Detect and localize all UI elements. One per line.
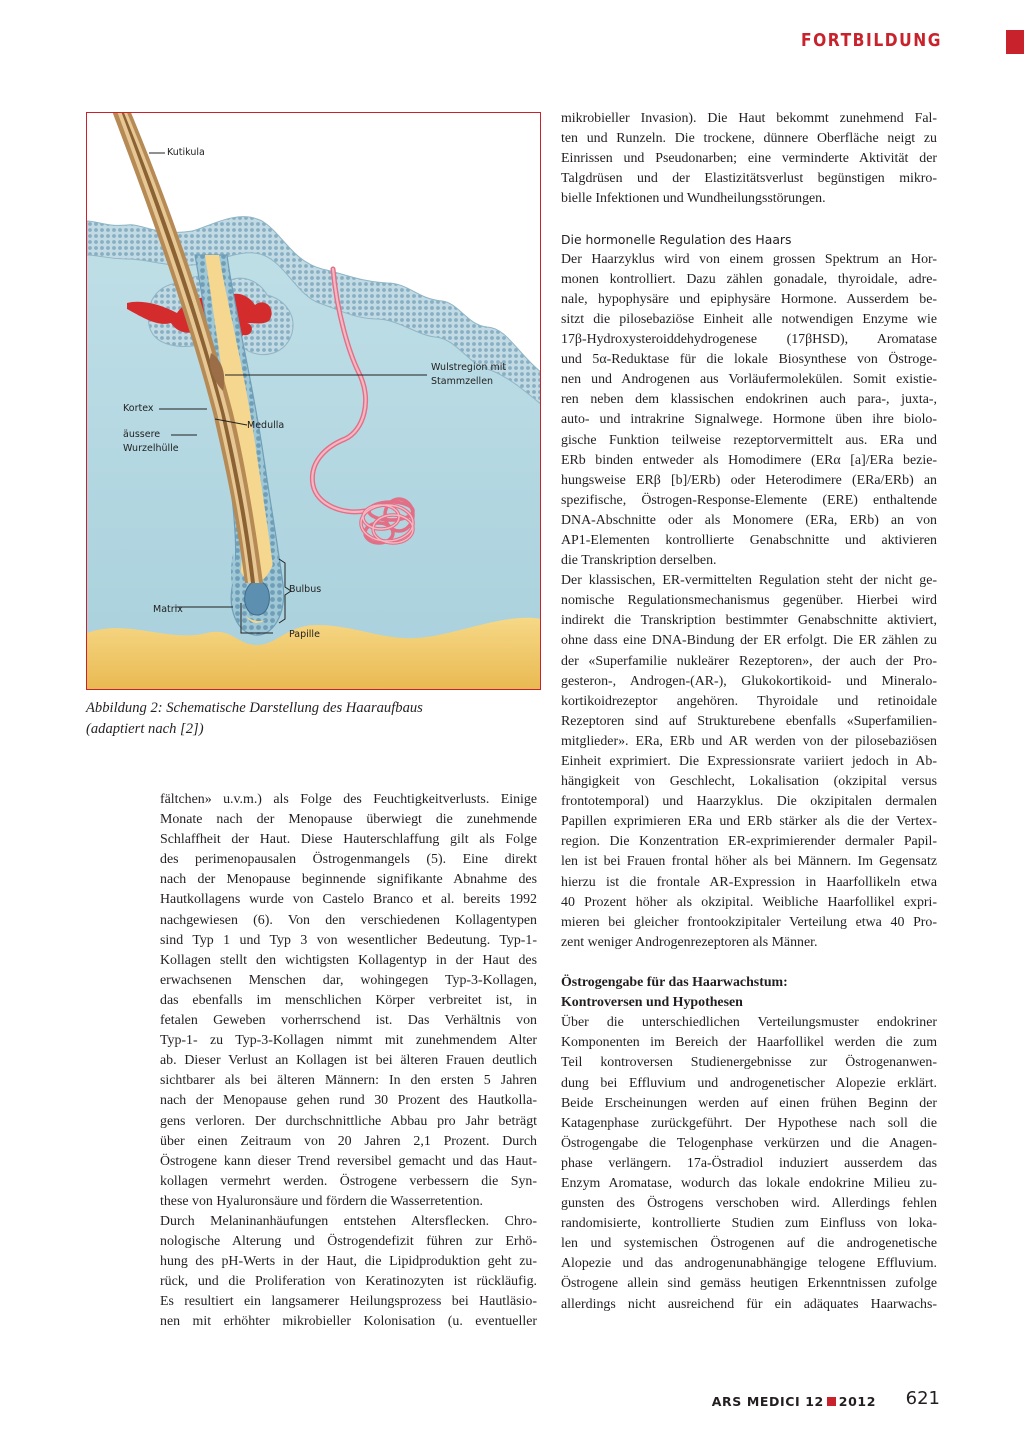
- paragraph-gap: [561, 209, 937, 229]
- text-line: kollagen vermehrt werden. Östrogene verbessern die Syn-: [160, 1173, 537, 1189]
- text-line: kortikoidrezeptor angehören. Thyroidale und retinoidale: [561, 693, 937, 709]
- footer-square: [827, 1397, 836, 1406]
- text-line: Über die unterschiedlichen Verteilungsmuster endokriner: [561, 1015, 937, 1031]
- heading-estrogen-therapy: Östrogengabe für das Haarwachstum:: [561, 975, 788, 991]
- label-medulla: Medulla: [247, 420, 285, 431]
- text-line: dung bei Effluvium und androgenetischer Alopezie erklärt.: [561, 1075, 937, 1091]
- text-line: Teil kontroversen Studienergebnisse zur Östrogenanwen-: [561, 1055, 937, 1071]
- hair-anatomy-figure: [86, 112, 541, 690]
- text-line: fetalen Geweben vorherrschend ist. Das Verhältnis von: [160, 1013, 537, 1029]
- text-line: sind Typ 1 und Typ 3 von wesentlicher Bedeutung. Typ-1-: [160, 932, 537, 948]
- text-line: Alopezie und das androgenunabhängige telogene Effluvium.: [561, 1256, 937, 1272]
- text-line: fältchen» u.v.m.) als Folge des Feuchtigkeitverlusts. Einige: [160, 792, 537, 807]
- text-line: Es resultiert ein langsamerer Heilungsprozess bei Hautläsio-: [160, 1294, 537, 1310]
- text-line: über einen Zeitraum von 20 Jahren 2,1 Prozent. Durch: [160, 1133, 537, 1149]
- text-line: hungsweise ERβ [b]/ERb) oder Heterodimere (ERa/ERb) an: [561, 472, 937, 488]
- text-line: DNA-Abschnitte oder als Monomere (ERa, ERb) an von: [561, 512, 937, 528]
- text-line: hung des pH-Werts in der Haut, die Lipidproduktion geht zu-: [160, 1254, 537, 1270]
- text-line: das ebenfalls im menschlichen Körper verbreitet ist, in: [160, 992, 537, 1008]
- text-line: ren neben dem klassischen endokrinen auch para-, juxta-,: [561, 392, 937, 408]
- text-line: phase verlängern. 17a-Östradiol induziert ausserdem das: [561, 1155, 937, 1171]
- text-line: rück, und die Proliferation von Keratinozyten ist rückläufig.: [160, 1274, 537, 1290]
- text-line: region. Die Konzentration ER-exprimierender dermaler Papil-: [561, 834, 937, 850]
- label-aeussere-wurzelhuelle: [123, 428, 179, 456]
- text-line: nomische Regulationsmechanismus gegenüber. Hierbei wird: [561, 593, 937, 609]
- text-line: Schlaffheit der Haut. Diese Hauterschlaffung gilt als Folge: [160, 832, 537, 848]
- caption-line: (adaptiert nach [2]): [86, 721, 204, 737]
- text-line: Östrogene allein sind gemäss heutigen Erkenntnissen zufolge: [561, 1276, 937, 1292]
- text-line: gunsten des Östrogens verschoben wird. Allerdings fehlen: [561, 1196, 937, 1212]
- left-text-column: [160, 790, 537, 1333]
- text-line: sichtbarer als bei älteren Männern: In den ersten 5 Jahren: [160, 1073, 537, 1089]
- label-wurzel-line2: Wurzelhülle: [123, 443, 179, 454]
- text-line: bielle Infektionen und Wundheilungsstörungen.: [561, 191, 826, 207]
- label-wulstregion-line1: Wulstregion mit: [431, 362, 507, 373]
- text-line: Typ-1- zu Typ-3-Kollagen nimmt mit zunehmendem Alter: [160, 1033, 537, 1049]
- text-line: spezifische, Östrogen-Response-Elemente (ERE) enthaltende: [561, 492, 937, 508]
- label-papille: Papille: [289, 629, 320, 640]
- heading-hormonal-regulation: Die hormonelle Regulation des Haars: [561, 231, 792, 247]
- text-line: frontotemporal) und Haarzyklus. Die okzipitalen dermalen: [561, 794, 937, 810]
- text-line: ohne dass eine DNA-Bindung der ER erfolgt. Die ER zählen zu: [561, 633, 937, 649]
- text-line: len ist bei Frauen frontal höher als bei Männern. Im Gegensatz: [561, 854, 937, 870]
- text-line: monen kontrolliert. Dazu zählen gonadale, thyroidale, adre-: [561, 271, 937, 287]
- text-line: Talgdrüsen und der Elastizitätsverlust begünstigen mikro-: [561, 171, 937, 187]
- text-line: Einrissen und Pseudonarben; eine verminderte Aktivität der: [561, 151, 937, 167]
- text-line: des perimenopausalen Östrogenmangels (5). Eine direkt: [160, 852, 537, 868]
- text-line: Durch Melaninanhäufungen entstehen Altersflecken. Chro-: [160, 1213, 537, 1229]
- text-line: ERb binden entweder als Homodimere (ERα [a]/ERa bezie-: [561, 452, 937, 468]
- text-line: ten und Runzeln. Die trockene, dünnere Oberfläche neigt zu: [561, 131, 937, 147]
- page-number: 621: [905, 1388, 940, 1409]
- text-line: Hautkollagens wurde von Castelo Branco et al. bereits 1992: [160, 892, 537, 908]
- text-line: erwachsenen Menschen dar, wohingegen Typ-3-Kollagen,: [160, 972, 537, 988]
- section-label: FORTBILDUNG: [800, 30, 942, 51]
- paragraph-controversies: [561, 1013, 937, 1314]
- label-bulbus: Bulbus: [289, 584, 322, 595]
- text-line: Kollagen stellt den wichtigsten Kollagentyp in der Haut des: [160, 952, 537, 968]
- text-line: gesteron-, Androgen-(AR-), Glukokortikoid- und Mineralo-: [561, 673, 937, 689]
- text-line: nologische Alterung und Östrogendefizit führen zur Erhö-: [160, 1234, 537, 1250]
- text-line: auto- und intrakrine Signalwege. Hormone üben ihre biolo-: [561, 412, 937, 428]
- text-line: Papillen exprimieren ERa und ERb stärker als die der Vertex-: [561, 814, 937, 830]
- text-line: Östrogene kann dieser Trend reversibel gemacht und das Haut-: [160, 1153, 537, 1169]
- text-line: gische Funktion teilweise rezeptorvermittelt aus. ERa und: [561, 432, 937, 448]
- text-line: allerdings nicht ausreichend für ein adäquates Haarwachs-: [561, 1296, 937, 1312]
- label-wulstregion: [431, 361, 506, 389]
- text-line: Komponenten im Bereich der Haarfollikel werden die zum: [561, 1035, 937, 1051]
- text-line: hierzu ist die frontale AR-Expression in Haarfollikeln etwa: [561, 874, 937, 890]
- label-wulstregion-line2: Stammzellen: [431, 376, 494, 387]
- journal-name: ARS MEDICI 12: [711, 1394, 824, 1409]
- right-text-column: [561, 109, 937, 1315]
- text-line: mikrobieller Invasion). Die Haut bekommt zunehmend Fal-: [561, 111, 937, 126]
- text-line: Monate nach der Menopause überwiegt die zunehmende: [160, 812, 537, 828]
- paragraph-hormonal-regulation: [561, 250, 937, 572]
- text-line: nach der Menopause beginnende signifikante Abnahme des: [160, 872, 537, 888]
- text-line: 40 Prozent höher als okzipital. Weibliche Haarfollikel expri-: [561, 894, 937, 910]
- text-line: gens verloren. Der durchschnittliche Abbau pro Jahr beträgt: [160, 1113, 537, 1129]
- text-line: hängigkeit von Geschlecht, Lokalisation (okzipital versus: [561, 774, 937, 790]
- text-line: nen mit erhöhter mikrobieller Kolonisation (u. eventueller: [160, 1314, 537, 1330]
- paragraph-intro: [561, 109, 937, 209]
- paragraph-gap: [561, 953, 937, 973]
- text-line: Östrogengabe die Telogenphase verkürzen und die Anagen-: [561, 1135, 937, 1151]
- text-line: len und systemischen Östrogenen auf die androgenetische: [561, 1236, 937, 1252]
- caption-line: Abbildung 2: Schematische Darstellung des Haaraufbaus: [86, 700, 423, 716]
- text-line: Der Haarzyklus wird von einem grossen Spektrum an Hor-: [561, 251, 937, 267]
- text-line: 17β-Hydroxysteroiddehydrogenese (17βHSD), Aromatase: [561, 332, 937, 348]
- text-line: und 5α-Reduktase für die lokale Biosynthese von Östroge-: [561, 352, 937, 368]
- text-line: Rezeptoren sind auf Strukturebene ebenfalls «Superfamilien-: [561, 713, 937, 729]
- section-color-mark: [1006, 30, 1024, 54]
- text-line: nale, hypophysäre und epiphysäre Hormone. Ausserdem be-: [561, 291, 937, 307]
- text-line: randomisierte, kontrollierte Studien zum Einfluss von loka-: [561, 1216, 937, 1232]
- text-line: zent weniger Androgenrezeptoren als Männer.: [561, 934, 818, 950]
- text-line: Der klassischen, ER-vermittelten Regulation steht der nicht ge-: [561, 573, 937, 589]
- text-line: these von Hyaluronsäure und fördern die Wasserretention.: [160, 1193, 484, 1209]
- text-line: sitzt die pilosebaziöse Einheit alle notwendigen Enzyme wie: [561, 311, 937, 327]
- text-line: Katagenphase zurückgeführt. Der Hypothese nach soll die: [561, 1115, 937, 1131]
- heading-controversies: Kontroversen und Hypothesen: [561, 995, 743, 1011]
- paragraph-genomic-regulation: [561, 571, 937, 953]
- label-kortex: Kortex: [123, 403, 154, 414]
- text-line: mieren bei gleicher frontookzipitaler Verteilung etwa 40 Pro-: [561, 914, 937, 930]
- text-line: AP1-Elementen kontrollierte Genabschnitte und aktivieren: [561, 532, 937, 548]
- text-line: der «Superfamilie nukleärer Rezeptoren», der auch der Pro-: [561, 653, 937, 669]
- text-line: die Transkription derselben.: [561, 553, 717, 569]
- label-matrix: Matrix: [153, 604, 183, 615]
- text-line: nachgewiesen (6). Von den verschiedenen Kollagentypen: [160, 912, 537, 928]
- journal-year: 2012: [838, 1394, 876, 1409]
- text-line: nen und Androgenen aus Vorläufermolekülen. Somit existie-: [561, 372, 937, 388]
- text-line: Beide Erscheinungen werden auf einen frühen Beginn der: [561, 1095, 937, 1111]
- journal-footer: [712, 1394, 876, 1409]
- text-line: Einheit exprimiert. Die Expressionsrate variiert jedoch in Ab-: [561, 754, 937, 769]
- text-line: mitglieder». ERa, ERb und AR werden von der pilosebaziösen: [561, 733, 937, 749]
- figure-caption: [86, 698, 546, 740]
- text-line: nach der Menopause gehen rund 30 Prozent des Hautkolla-: [160, 1093, 537, 1109]
- text-line: ab. Dieser Verlust an Kollagen ist bei älteren Frauen deutlich: [160, 1053, 537, 1069]
- text-line: Enzym Aromatase, wodurch das lokale endokrine Milieu zu-: [561, 1175, 937, 1191]
- text-line: indirekt die Transkription bestimmter Genabschnitte aktiviert,: [561, 613, 937, 629]
- label-wurzel-line1: äussere: [123, 429, 161, 440]
- label-kutikula: Kutikula: [167, 147, 205, 158]
